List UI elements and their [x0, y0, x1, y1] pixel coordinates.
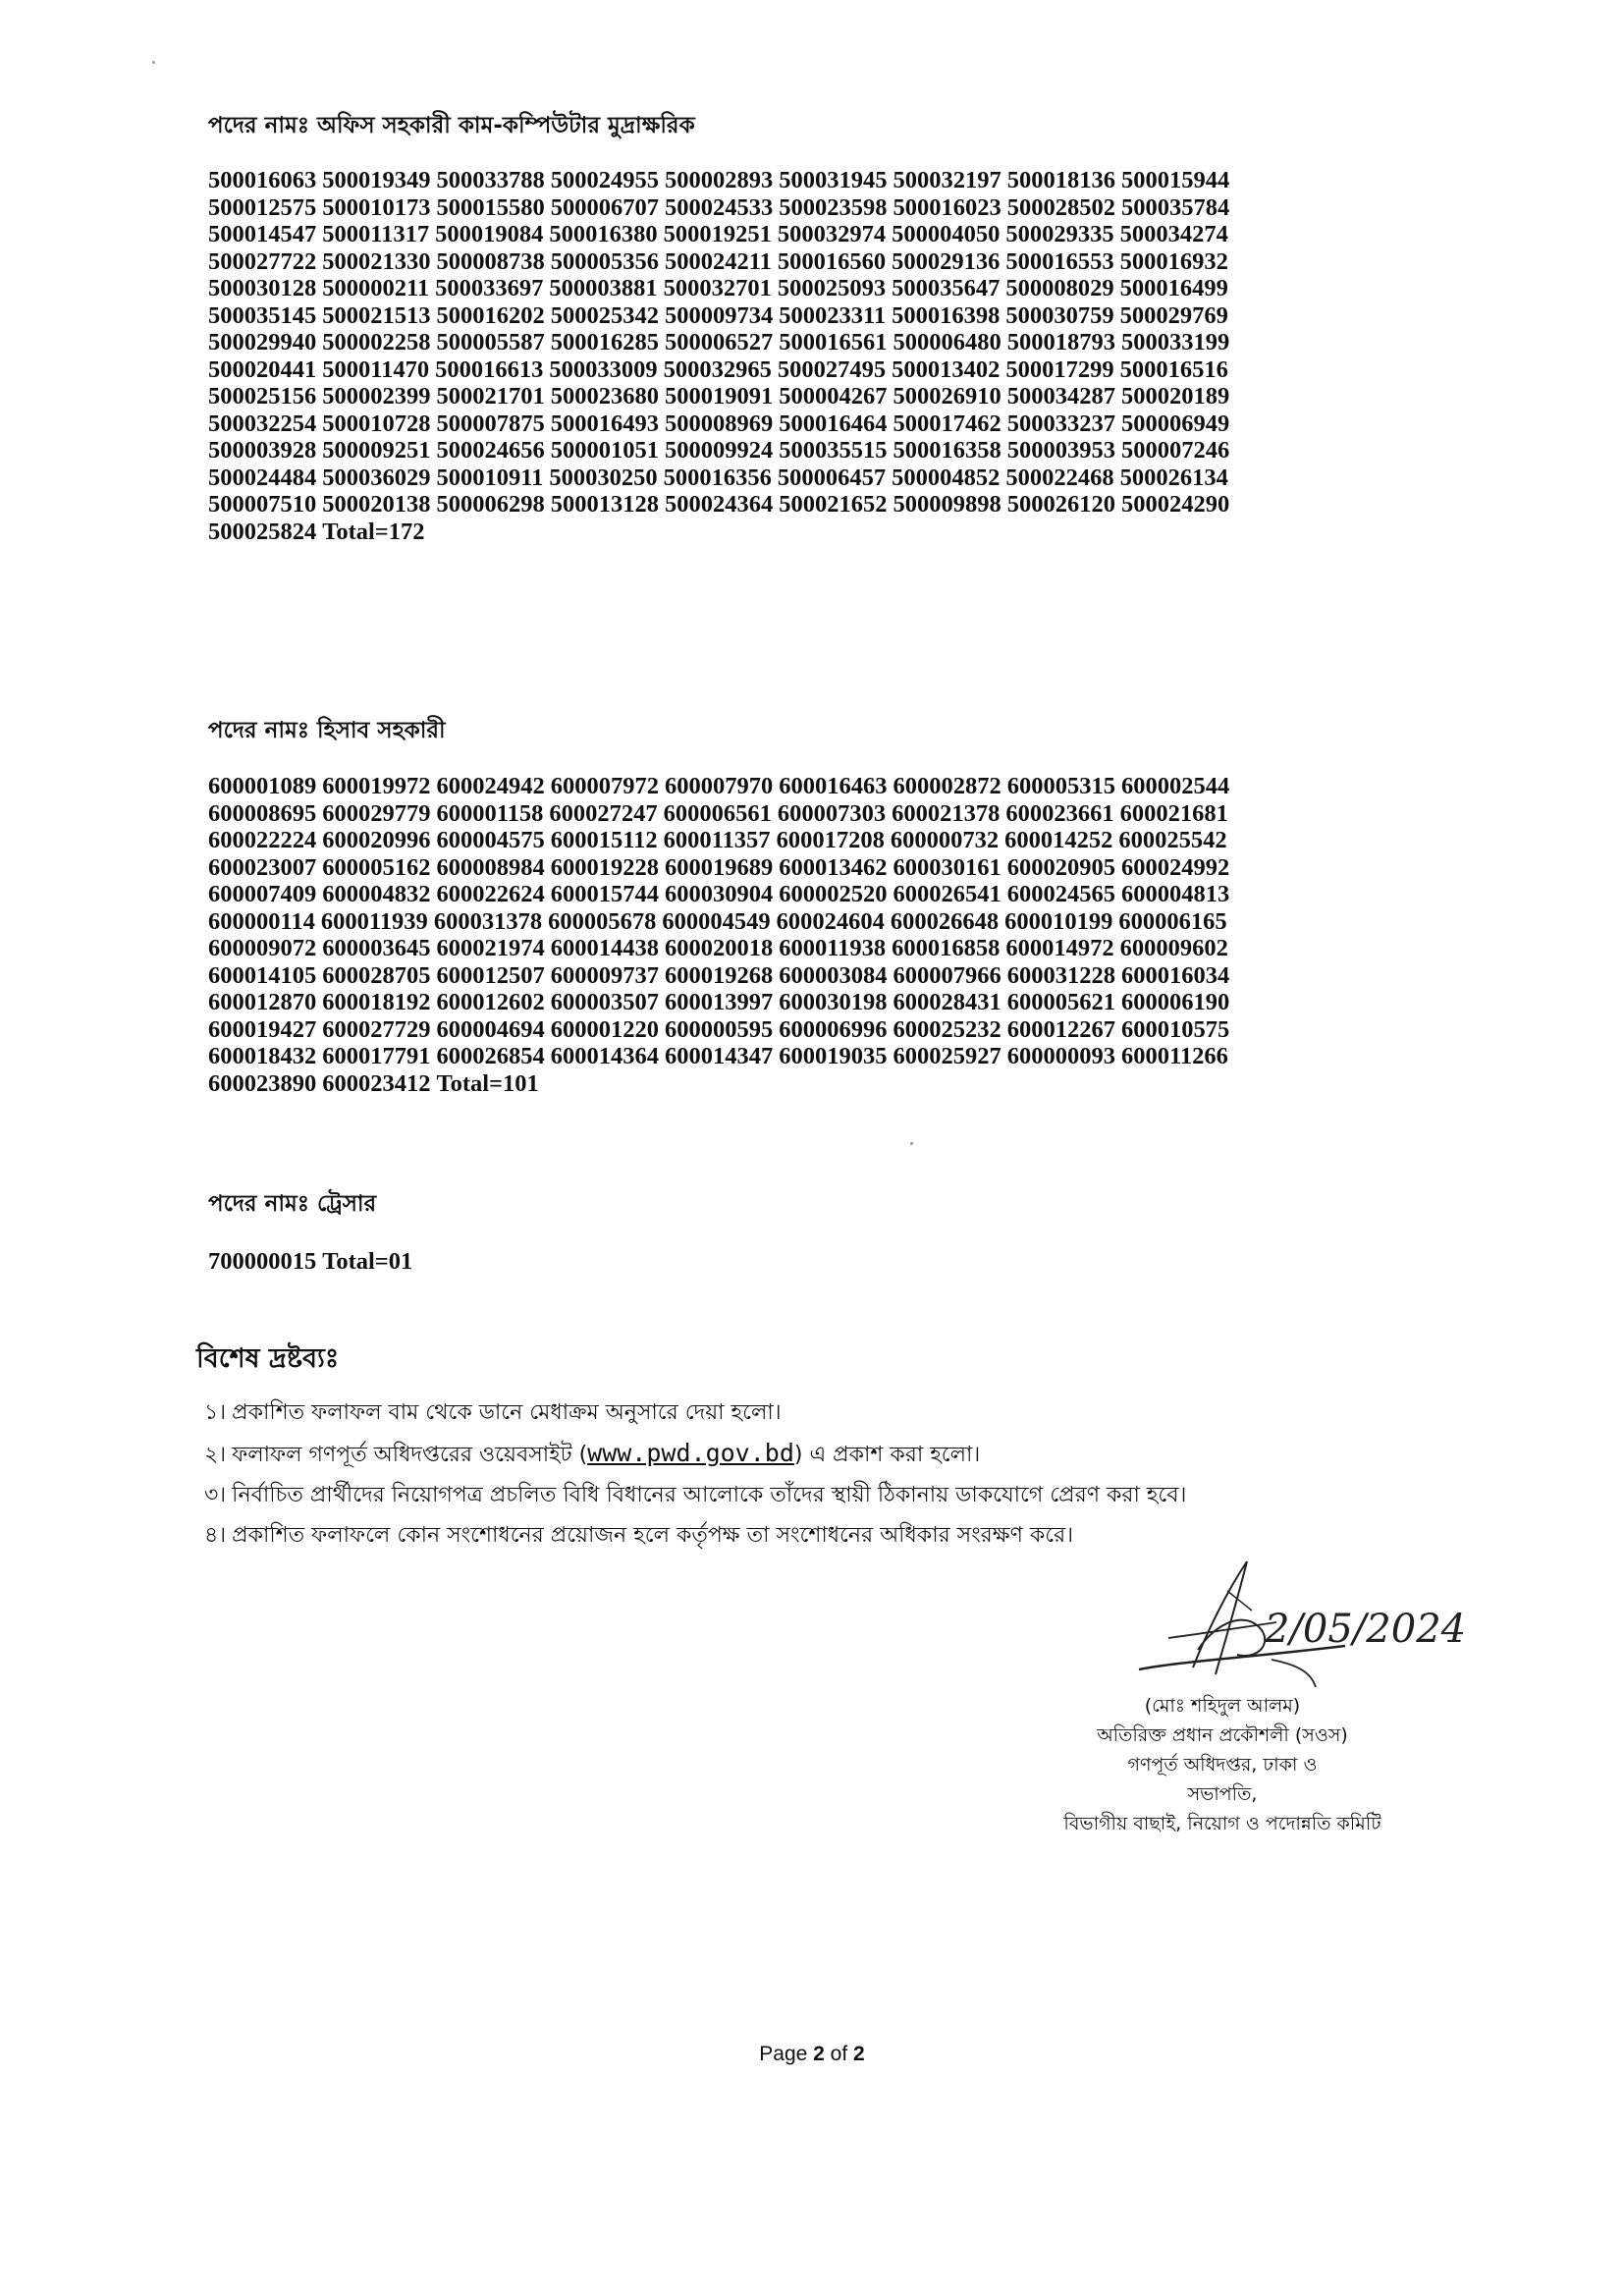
- roll-number: 600003645: [322, 935, 431, 961]
- note-item-4: [204, 1515, 1432, 1556]
- roll-number: 500010173: [322, 193, 431, 221]
- roll-number: 600001158: [436, 799, 544, 827]
- roll-number: 500016613: [435, 355, 544, 383]
- roll-number: 500016932: [1119, 247, 1228, 275]
- roll-number: 500021652: [779, 491, 888, 518]
- roll-number: 600000732: [890, 827, 1000, 853]
- roll-number: 600010575: [1121, 1015, 1230, 1043]
- roll-number: 500021701: [436, 383, 545, 410]
- number-row: [208, 989, 1426, 1016]
- roll-number: 500012575: [208, 193, 317, 221]
- number-row: [208, 1043, 1426, 1070]
- roll-number: 500030250: [549, 464, 658, 491]
- roll-number: 600009072: [208, 935, 317, 961]
- roll-number: 600008984: [436, 853, 545, 881]
- roll-number: 500007246: [1121, 437, 1230, 464]
- number-row: [208, 465, 1426, 492]
- number-row: [208, 437, 1426, 465]
- number-row: [208, 221, 1426, 248]
- roll-number: 500032974: [777, 221, 887, 247]
- roll-number: 500016464: [779, 410, 888, 437]
- roll-number: 500019349: [322, 167, 431, 193]
- roll-number: 600014364: [550, 1043, 659, 1069]
- roll-number: 600001089: [208, 773, 317, 799]
- number-row: [208, 962, 1426, 990]
- note-text: নির্বাচিত প্রার্থীদের নিয়োগপত্র প্রচলিত বিধি বিধানের আলোকে তাঁদের স্থায়ী ঠিকানায় ডাকযোগে প্রেরণ করা হবে।: [232, 1483, 1187, 1507]
- number-row: [208, 1016, 1426, 1044]
- roll-number: 500013128: [550, 491, 659, 518]
- roll-number: 600022624: [436, 881, 545, 907]
- roll-number: 600026854: [436, 1043, 545, 1069]
- roll-number: 500018793: [1006, 329, 1115, 355]
- roll-number: 500009251: [322, 437, 431, 464]
- roll-number: 600002520: [779, 881, 888, 907]
- roll-number: 500006298: [436, 491, 545, 518]
- roll-number: 500020138: [322, 491, 431, 518]
- roll-number: 500036029: [322, 464, 431, 491]
- roll-number: 500003953: [1006, 437, 1115, 464]
- roll-number: 600013462: [779, 853, 888, 881]
- roll-number: 600024565: [1006, 881, 1115, 907]
- signatory-name: (মোঃ শহিদুল আলম): [1144, 1695, 1301, 1717]
- roll-number-list-tracer: [208, 1248, 1426, 1276]
- page-number: [0, 2043, 1624, 2066]
- website-link[interactable]: www.pwd.gov.bd: [587, 1439, 794, 1467]
- roll-number: 600003084: [779, 961, 888, 989]
- roll-number: 600026648: [890, 907, 1000, 935]
- number-row: [208, 519, 1426, 546]
- roll-number: 600019972: [322, 773, 431, 799]
- roll-number: 500024533: [665, 193, 774, 221]
- roll-number: 500016380: [549, 221, 658, 247]
- number-row: [208, 773, 1426, 800]
- roll-number: 500003881: [549, 275, 658, 301]
- roll-number: 500033199: [1121, 329, 1230, 355]
- roll-number: 600030198: [779, 989, 888, 1015]
- roll-number: 500019084: [435, 221, 544, 247]
- number-row: [208, 356, 1426, 384]
- roll-number: 500002893: [665, 167, 774, 193]
- roll-number: 600025232: [893, 1015, 1001, 1043]
- number-row: [208, 800, 1426, 828]
- roll-number: 600014105: [208, 961, 317, 989]
- roll-number: 600024942: [436, 773, 545, 799]
- roll-number: 600013997: [665, 989, 774, 1015]
- roll-number: 500016561: [779, 329, 888, 355]
- roll-number: 600000595: [665, 1015, 774, 1043]
- section-total: Total=101: [436, 1069, 539, 1097]
- roll-number: 500011317: [322, 221, 430, 247]
- roll-number: 600021681: [1119, 799, 1228, 827]
- roll-number: 500016553: [1005, 247, 1114, 275]
- number-row: [208, 275, 1426, 302]
- roll-number: 500007510: [208, 491, 317, 518]
- roll-number: 500032965: [663, 355, 772, 383]
- roll-number: 500032254: [208, 410, 317, 437]
- signature-date: 2/05/2024: [1265, 1607, 1467, 1652]
- roll-number: 500009898: [893, 491, 1001, 518]
- number-row: [208, 383, 1426, 410]
- section-total: Total=172: [322, 518, 425, 545]
- roll-number: 500023311: [779, 301, 887, 329]
- roll-number: 500015944: [1121, 167, 1230, 193]
- roll-number: 600030161: [893, 853, 1001, 881]
- roll-number: 500026134: [1119, 464, 1228, 491]
- roll-number: 500021513: [322, 301, 431, 329]
- signatory-block: [962, 1691, 1483, 1838]
- roll-number: 500020441: [208, 355, 317, 383]
- special-notes-list: [204, 1393, 1432, 1556]
- roll-number: 500025156: [208, 383, 317, 410]
- roll-number: 600020996: [322, 827, 431, 853]
- number-row: [208, 410, 1426, 438]
- roll-number: 700000015: [208, 1248, 317, 1275]
- roll-number: 500010728: [322, 410, 431, 437]
- roll-number: 600012602: [436, 989, 545, 1015]
- signatory-office: গণপূর্ত অধিদপ্তর, ঢাকা ও: [1127, 1754, 1318, 1776]
- roll-number: 600016034: [1121, 961, 1230, 989]
- roll-number: 500016560: [777, 247, 887, 275]
- roll-number: 500015580: [436, 193, 545, 221]
- note-item-3: [204, 1475, 1432, 1515]
- roll-number: 500023598: [779, 193, 888, 221]
- roll-number: 500009924: [665, 437, 774, 464]
- roll-number: 600004832: [322, 881, 431, 907]
- roll-number: 500005587: [436, 329, 545, 355]
- number-row: [208, 854, 1426, 882]
- roll-number: 600019689: [665, 853, 774, 881]
- roll-number: 500029940: [208, 329, 317, 355]
- roll-number: 600025542: [1118, 827, 1227, 853]
- roll-number: 500029136: [892, 247, 1001, 275]
- roll-number: 500033009: [549, 355, 658, 383]
- roll-number: 500030759: [1005, 301, 1114, 329]
- roll-number: 600031378: [433, 907, 543, 935]
- roll-number: 600030904: [665, 881, 774, 907]
- roll-number: 600023661: [1005, 799, 1114, 827]
- roll-number: 500016356: [663, 464, 772, 491]
- roll-number: 500025342: [550, 301, 659, 329]
- roll-number: 600007970: [665, 773, 774, 799]
- roll-number: 600027247: [549, 799, 658, 827]
- number-row: [208, 194, 1426, 222]
- roll-number: 600014438: [550, 935, 659, 961]
- roll-number: 500019091: [665, 383, 774, 410]
- number-row: [208, 908, 1426, 936]
- roll-number: 500007875: [436, 410, 545, 437]
- roll-number: 500004852: [892, 464, 1001, 491]
- number-row: [208, 491, 1426, 519]
- roll-number: 600018192: [322, 989, 431, 1015]
- roll-number: 600006996: [779, 1015, 888, 1043]
- roll-number: 600025927: [893, 1043, 1001, 1069]
- number-row: [208, 248, 1426, 276]
- roll-number: 600007966: [893, 961, 1001, 989]
- roll-number: 600009737: [550, 961, 659, 989]
- roll-number: 500018136: [1006, 167, 1115, 193]
- roll-number: 500029335: [1005, 221, 1114, 247]
- roll-number: 600006190: [1121, 989, 1230, 1015]
- roll-number: 500006949: [1121, 410, 1230, 437]
- roll-number: 600023890: [208, 1069, 317, 1097]
- roll-number: 500008738: [436, 247, 545, 275]
- roll-number: 500025824: [208, 518, 317, 545]
- number-row: [208, 1070, 1426, 1098]
- roll-number: 500024211: [665, 247, 772, 275]
- roll-number: 500026910: [893, 383, 1001, 410]
- note-item-2: [204, 1433, 1432, 1475]
- roll-number: 500016063: [208, 167, 317, 193]
- special-notes-title: বিশেষ দ্রষ্টব্যঃ: [196, 1343, 340, 1374]
- roll-number: 500022468: [1005, 464, 1114, 491]
- roll-number: 500030128: [208, 275, 317, 301]
- roll-number: 500006527: [665, 329, 774, 355]
- roll-number: 500028502: [1006, 193, 1115, 221]
- roll-number: 500001051: [550, 437, 659, 464]
- roll-number: 500035647: [892, 275, 1001, 301]
- roll-number: 500024484: [208, 464, 317, 491]
- roll-number: 500024364: [665, 491, 774, 518]
- signatory-role: সভাপতি,: [1187, 1783, 1258, 1805]
- roll-number: 500009734: [665, 301, 774, 329]
- roll-number: 600029779: [322, 799, 431, 827]
- roll-number: 600002544: [1121, 773, 1230, 799]
- roll-number: 600007972: [550, 773, 659, 799]
- roll-number: 600004813: [1121, 881, 1230, 907]
- roll-number: 600031228: [1006, 961, 1115, 989]
- roll-number: 600019228: [550, 853, 659, 881]
- roll-number: 600009602: [1119, 935, 1228, 961]
- roll-number: 500016202: [436, 301, 545, 329]
- roll-number: 500004050: [892, 221, 1001, 247]
- note-number: ৩।: [204, 1483, 227, 1507]
- roll-number: 600016858: [892, 935, 1001, 961]
- roll-number: 500006480: [893, 329, 1001, 355]
- roll-number: 600004575: [436, 827, 545, 853]
- roll-number-list-office-assistant: [208, 167, 1426, 545]
- roll-number: 500008029: [1005, 275, 1114, 301]
- roll-number: 500011470: [322, 355, 430, 383]
- roll-number: 500016023: [893, 193, 1001, 221]
- scan-speck: [910, 1142, 913, 1145]
- roll-number: 500024955: [550, 167, 659, 193]
- roll-number: 500032701: [663, 275, 772, 301]
- roll-number: 600010199: [1004, 907, 1113, 935]
- roll-number: 500016493: [550, 410, 659, 437]
- section-heading-accounts-assistant: পদের নামঃ হিসাব সহকারী: [208, 718, 446, 743]
- roll-number: 600027729: [322, 1015, 431, 1043]
- roll-number: 500027495: [777, 355, 887, 383]
- page-total: 2: [853, 2043, 865, 2065]
- note-text-post: ) এ প্রকাশ করা হলো।: [793, 1443, 981, 1467]
- roll-number: 500025093: [777, 275, 887, 301]
- roll-number: 500005356: [550, 247, 659, 275]
- roll-number: 600015744: [550, 881, 659, 907]
- roll-number: 600007303: [777, 799, 887, 827]
- roll-number: 500006707: [550, 193, 659, 221]
- roll-number: 600021378: [892, 799, 1001, 827]
- note-text: প্রকাশিত ফলাফলে কোন সংশোধনের প্রয়োজন হলে কর্তৃপক্ষ তা সংশোধনের অধিকার সংরক্ষণ করে।: [232, 1523, 1074, 1548]
- roll-number: 500023680: [550, 383, 659, 410]
- signatory-designation: অতিরিক্ত প্রধান প্রকৌশলী (সওস): [1097, 1724, 1348, 1746]
- roll-number: 600008695: [208, 799, 317, 827]
- roll-number: 500002258: [322, 329, 431, 355]
- roll-number: 500035784: [1121, 193, 1230, 221]
- roll-number: 500002399: [322, 383, 431, 410]
- roll-number: 600012870: [208, 989, 317, 1015]
- number-row: [208, 827, 1426, 854]
- roll-number: 600023007: [208, 853, 317, 881]
- number-row: [208, 935, 1426, 962]
- roll-number: 500024656: [436, 437, 545, 464]
- roll-number: 500034274: [1119, 221, 1228, 247]
- roll-number: 600005621: [1006, 989, 1115, 1015]
- note-number: ২।: [204, 1443, 227, 1467]
- roll-number: 500029769: [1119, 301, 1228, 329]
- roll-number: 600011266: [1121, 1043, 1228, 1069]
- handwritten-signature: [1100, 1552, 1473, 1689]
- roll-number: 500006457: [777, 464, 887, 491]
- roll-number: 600012267: [1006, 1015, 1115, 1043]
- roll-number: 600005162: [322, 853, 431, 881]
- roll-number: 600017791: [322, 1043, 431, 1069]
- note-number: ১।: [204, 1400, 227, 1425]
- roll-number: 600019035: [779, 1043, 888, 1069]
- roll-number: 500016285: [550, 329, 659, 355]
- roll-number: 600011938: [779, 935, 887, 961]
- roll-number: 600014252: [1004, 827, 1113, 853]
- roll-number: 600014347: [665, 1043, 774, 1069]
- roll-number: 500035515: [779, 437, 888, 464]
- section-heading-office-assistant: পদের নামঃ অফিস সহকারী কাম-কম্পিউটার মুদ্রাক্ষরিক: [208, 113, 695, 138]
- roll-number: 500016516: [1119, 355, 1228, 383]
- section-total: Total=01: [322, 1248, 413, 1275]
- roll-number: 600022224: [208, 827, 317, 853]
- roll-number: 600007409: [208, 881, 317, 907]
- roll-number: 600005678: [548, 907, 657, 935]
- roll-number: 500034287: [1006, 383, 1115, 410]
- roll-number: 600019427: [208, 1015, 317, 1043]
- roll-number: 600004694: [436, 1015, 545, 1043]
- roll-number: 500032197: [893, 167, 1001, 193]
- roll-number: 600006561: [663, 799, 772, 827]
- roll-number: 500021330: [322, 247, 431, 275]
- section-heading-tracer: পদের নামঃ ট্রেসার: [208, 1191, 377, 1217]
- roll-number: 500010911: [436, 464, 544, 491]
- roll-number: 600002872: [893, 773, 1001, 799]
- roll-number: 500004267: [779, 383, 888, 410]
- roll-number: 600000114: [208, 907, 315, 935]
- roll-number: 600023412: [322, 1069, 431, 1097]
- roll-number: 500016398: [892, 301, 1001, 329]
- roll-number: 600017208: [776, 827, 885, 853]
- roll-number: 500014547: [208, 221, 317, 247]
- roll-number: 600006165: [1118, 907, 1227, 935]
- roll-number: 600003507: [550, 989, 659, 1015]
- roll-number: 500024290: [1121, 491, 1230, 518]
- roll-number: 600024604: [776, 907, 885, 935]
- roll-number: 600019268: [665, 961, 774, 989]
- roll-number-list-accounts-assistant: [208, 773, 1426, 1097]
- roll-number: 600001220: [550, 1015, 659, 1043]
- number-row: [208, 881, 1426, 908]
- roll-number: 500020189: [1121, 383, 1230, 410]
- roll-number: 600011939: [320, 907, 428, 935]
- roll-number: 500017462: [893, 410, 1001, 437]
- roll-number: 600000093: [1006, 1043, 1115, 1069]
- roll-number: 600005315: [1006, 773, 1115, 799]
- roll-number: 600015112: [550, 827, 658, 853]
- roll-number: 500033788: [436, 167, 545, 193]
- roll-number: 500026120: [1006, 491, 1115, 518]
- number-row: [208, 1248, 1426, 1276]
- page-middle: of: [824, 2043, 854, 2065]
- roll-number: 600012507: [436, 961, 545, 989]
- note-text: প্রকাশিত ফলাফল বাম থেকে ডানে মেধাক্রম অনুসারে দেয়া হলো।: [232, 1400, 782, 1425]
- roll-number: 500035145: [208, 301, 317, 329]
- roll-number: 500033697: [435, 275, 544, 301]
- roll-number: 600028431: [893, 989, 1001, 1015]
- roll-number: 600016463: [779, 773, 888, 799]
- roll-number: 500016358: [893, 437, 1001, 464]
- roll-number: 500033237: [1006, 410, 1115, 437]
- page-current: 2: [813, 2043, 825, 2065]
- roll-number: 600011357: [663, 827, 771, 853]
- note-number: ৪।: [204, 1523, 227, 1548]
- note-text-pre: ফলাফল গণপূর্ত অধিদপ্তরের ওয়েবসাইট (: [232, 1443, 588, 1467]
- roll-number: 600020018: [665, 935, 774, 961]
- roll-number: 500019251: [663, 221, 772, 247]
- roll-number: 500016499: [1119, 275, 1228, 301]
- roll-number: 600026541: [893, 881, 1001, 907]
- roll-number: 500031945: [779, 167, 888, 193]
- roll-number: 500000211: [322, 275, 430, 301]
- roll-number: 500027722: [208, 247, 317, 275]
- roll-number: 500003928: [208, 437, 317, 464]
- page-prefix: Page: [759, 2043, 814, 2065]
- roll-number: 500013402: [892, 355, 1001, 383]
- roll-number: 600028705: [322, 961, 431, 989]
- number-row: [208, 302, 1426, 330]
- scan-speck: [152, 61, 155, 64]
- number-row: [208, 329, 1426, 356]
- roll-number: 600018432: [208, 1043, 317, 1069]
- signatory-committee: বিভাগীয় বাছাই, নিয়োগ ও পদোন্নতি কমিটি: [1063, 1813, 1381, 1834]
- note-item-1: [204, 1393, 1432, 1433]
- roll-number: 600021974: [436, 935, 545, 961]
- roll-number: 500008969: [665, 410, 774, 437]
- roll-number: 600024992: [1121, 853, 1230, 881]
- roll-number: 500017299: [1005, 355, 1114, 383]
- roll-number: 600020905: [1006, 853, 1115, 881]
- number-row: [208, 167, 1426, 194]
- roll-number: 600004549: [662, 907, 771, 935]
- roll-number: 600014972: [1005, 935, 1114, 961]
